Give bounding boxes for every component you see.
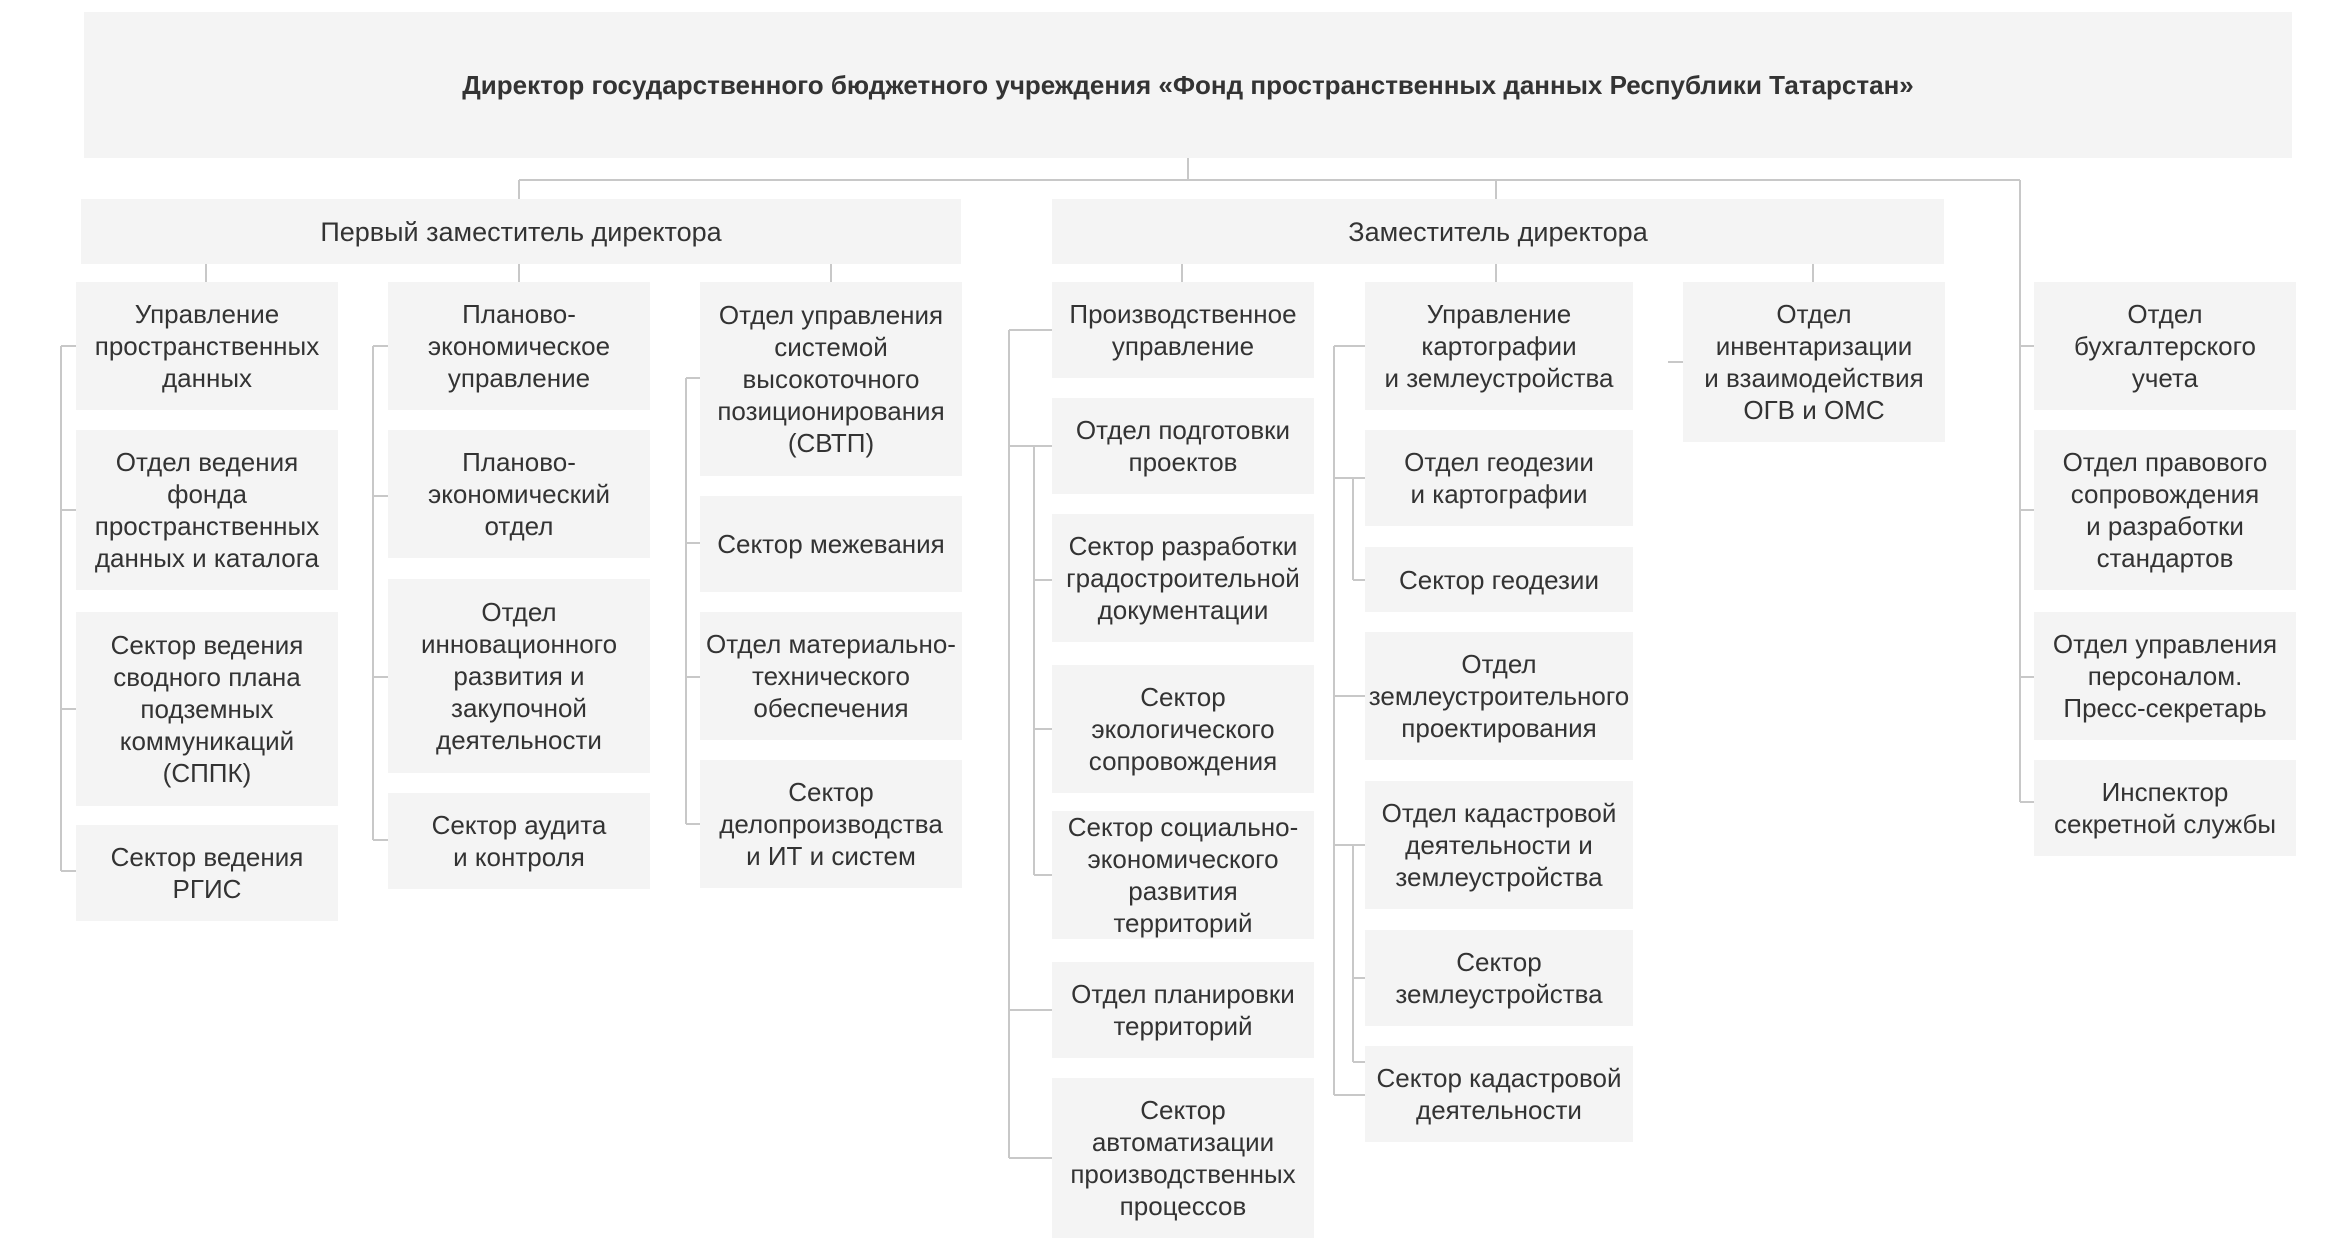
dr-box-3: Отдел управления персоналом. Пресс-секретарь xyxy=(2034,612,2296,740)
dp-col2-box-4: Отдел землеустроительного проектирования xyxy=(1365,632,1633,760)
dp-col2-box-1: Управление картографии и землеустройства xyxy=(1365,282,1633,410)
fd-col3-box-4: Сектор делопроизводства и ИТ и систем xyxy=(700,760,962,888)
dp-col2-box-6: Сектор землеустройства xyxy=(1365,930,1633,1026)
fd-col2-box-3: Отдел инновационного развития и закупочной деятельности xyxy=(388,579,650,773)
dp-col2-box-3: Сектор геодезии xyxy=(1365,547,1633,612)
dp-col1-box-2: Отдел подготовки проектов xyxy=(1052,398,1314,494)
dp-col1-box-7: Сектор автоматизации производственных процессов xyxy=(1052,1078,1314,1238)
fd-col2-box-2: Планово- экономический отдел xyxy=(388,430,650,558)
fd-col2-box-4: Сектор аудита и контроля xyxy=(388,793,650,889)
deputy-box: Заместитель директора xyxy=(1052,199,1944,264)
dp-col2-box-5: Отдел кадастровой деятельности и землеустройства xyxy=(1365,781,1633,909)
dr-box-2: Отдел правового сопровождения и разработки стандартов xyxy=(2034,430,2296,590)
dp-col1-box-1: Производственное управление xyxy=(1052,282,1314,378)
dr-box-1: Отдел бухгалтерского учета xyxy=(2034,282,2296,410)
fd-col1-box-4: Сектор ведения РГИС xyxy=(76,825,338,921)
fd-col1-box-1: Управление пространственных данных xyxy=(76,282,338,410)
dp-col2-box-2: Отдел геодезии и картографии xyxy=(1365,430,1633,526)
dp-col1-box-4: Сектор экологического сопровождения xyxy=(1052,665,1314,793)
fd-col3-box-2: Сектор межевания xyxy=(700,496,962,592)
director-box: Директор государственного бюджетного учреждения «Фонд пространственных данных Республики Татарстан» xyxy=(84,12,2292,158)
dp-col1-box-3: Сектор разработки градостроительной документации xyxy=(1052,514,1314,642)
dp-col1-box-5: Сектор социально- экономического развития территорий xyxy=(1052,811,1314,939)
first-deputy-box: Первый заместитель директора xyxy=(81,199,961,264)
dp-col3-box-1: Отдел инвентаризации и взаимодействия ОГВ и ОМС xyxy=(1683,282,1945,442)
dp-col2-box-7: Сектор кадастровой деятельности xyxy=(1365,1046,1633,1142)
fd-col3-box-3: Отдел материально- технического обеспечения xyxy=(700,612,962,740)
fd-col2-box-1: Планово- экономическое управление xyxy=(388,282,650,410)
fd-col1-box-3: Сектор ведения сводного плана подземных коммуникаций (СППК) xyxy=(76,612,338,806)
fd-col1-box-2: Отдел ведения фонда пространственных данных и каталога xyxy=(76,430,338,590)
dr-box-4: Инспектор секретной службы xyxy=(2034,760,2296,856)
dp-col1-box-6: Отдел планировки территорий xyxy=(1052,962,1314,1058)
fd-col3-box-1: Отдел управления системой высокоточного позиционирования (СВТП) xyxy=(700,282,962,476)
